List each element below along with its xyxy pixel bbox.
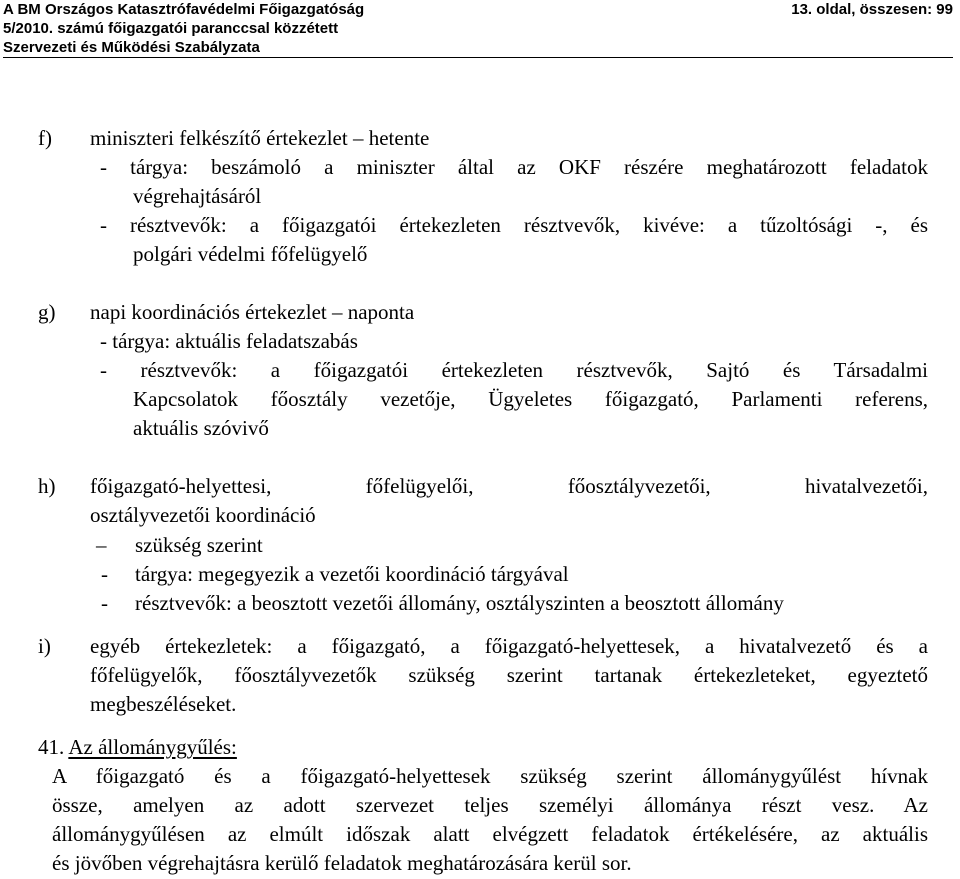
item-f-line-4: - résztvevők: a főigazgatói értekezleten résztvevők, kivéve: a tűzoltósági -, és <box>100 213 928 237</box>
header-rule <box>3 57 953 58</box>
item-h-dash-2: - <box>101 562 108 586</box>
agency-name: A BM Országos Katasztrófavédelmi Főigazgatóság <box>3 1 365 18</box>
section-41-line-3: állománygyűlésen az elmúlt időszak alatt elvégzett feladatok értékelésére, az aktuális <box>52 822 928 846</box>
item-g-line-5: aktuális szóvivő <box>133 416 269 440</box>
item-g-label: g) <box>38 300 56 324</box>
item-i-line-1: egyéb értekezletek: a főigazgató, a főigazgató-helyettesek, a hivatalvezető és a <box>90 634 928 658</box>
item-i-line-2: főfelügyelők, főosztályvezetők szükség szerint tartanak értekezleteket, egyeztető <box>90 663 928 687</box>
item-i-label: i) <box>38 634 51 658</box>
item-g-line-2: - tárgya: aktuális feladatszabás <box>100 329 358 353</box>
item-f-label: f) <box>38 126 52 150</box>
rules-title: Szervezeti és Működési Szabályzata <box>3 39 260 56</box>
item-g-line-3: - résztvevők: a főigazgatói értekezleten résztvevők, Sajtó és Társadalmi <box>100 358 928 382</box>
item-f-line-2: - tárgya: beszámoló a miniszter által az OKF részére meghatározott feladatok <box>100 155 928 179</box>
item-i-line-3: megbeszéléseket. <box>90 692 237 716</box>
section-41-number: 41. <box>38 735 65 759</box>
section-41-line-1: A főigazgató és a főigazgató-helyettesek szükség szerint állománygyűlést hívnak <box>52 764 928 788</box>
section-41-title: Az állománygyűlés: <box>68 735 237 759</box>
item-g-line-4: Kapcsolatok főosztály vezetője, Ügyeletes főigazgató, Parlamenti referens, <box>133 387 928 411</box>
item-f-line-5: polgári védelmi főfelügyelő <box>133 242 368 266</box>
section-41-heading <box>38 733 237 762</box>
decree-reference: 5/2010. számú főigazgatói paranccsal közzétett <box>3 20 339 37</box>
item-h-bullet-1: szükség szerint <box>135 533 263 557</box>
item-h-label: h) <box>38 474 56 498</box>
item-h-bullet-2: tárgya: megegyezik a vezetői koordináció tárgyával <box>135 562 569 586</box>
section-41-line-2: össze, amelyen az adott szervezet teljes személyi állománya részt vesz. Az <box>52 793 928 817</box>
item-f-line-1: miniszteri felkészítő értekezlet – hetente <box>90 126 430 150</box>
item-h-line-1: főigazgató-helyettesi, főfelügyelői, főosztályvezetői, hivatalvezetői, <box>90 474 928 498</box>
item-h-dash-3: - <box>101 591 108 615</box>
item-h-bullet-3: résztvevők: a beosztott vezetői állomány, osztályszinten a beosztott állomány <box>135 591 784 615</box>
section-41-line-4: és jövőben végrehajtásra kerülő feladatok meghatározására kerül sor. <box>52 851 632 875</box>
item-h-line-2: osztályvezetői koordináció <box>90 503 316 527</box>
page-counter: 13. oldal, összesen: 99 <box>791 1 953 18</box>
item-f-line-3: végrehajtásáról <box>133 184 262 208</box>
item-g-line-1: napi koordinációs értekezlet – naponta <box>90 300 415 324</box>
item-h-dash-1: – <box>96 533 107 557</box>
